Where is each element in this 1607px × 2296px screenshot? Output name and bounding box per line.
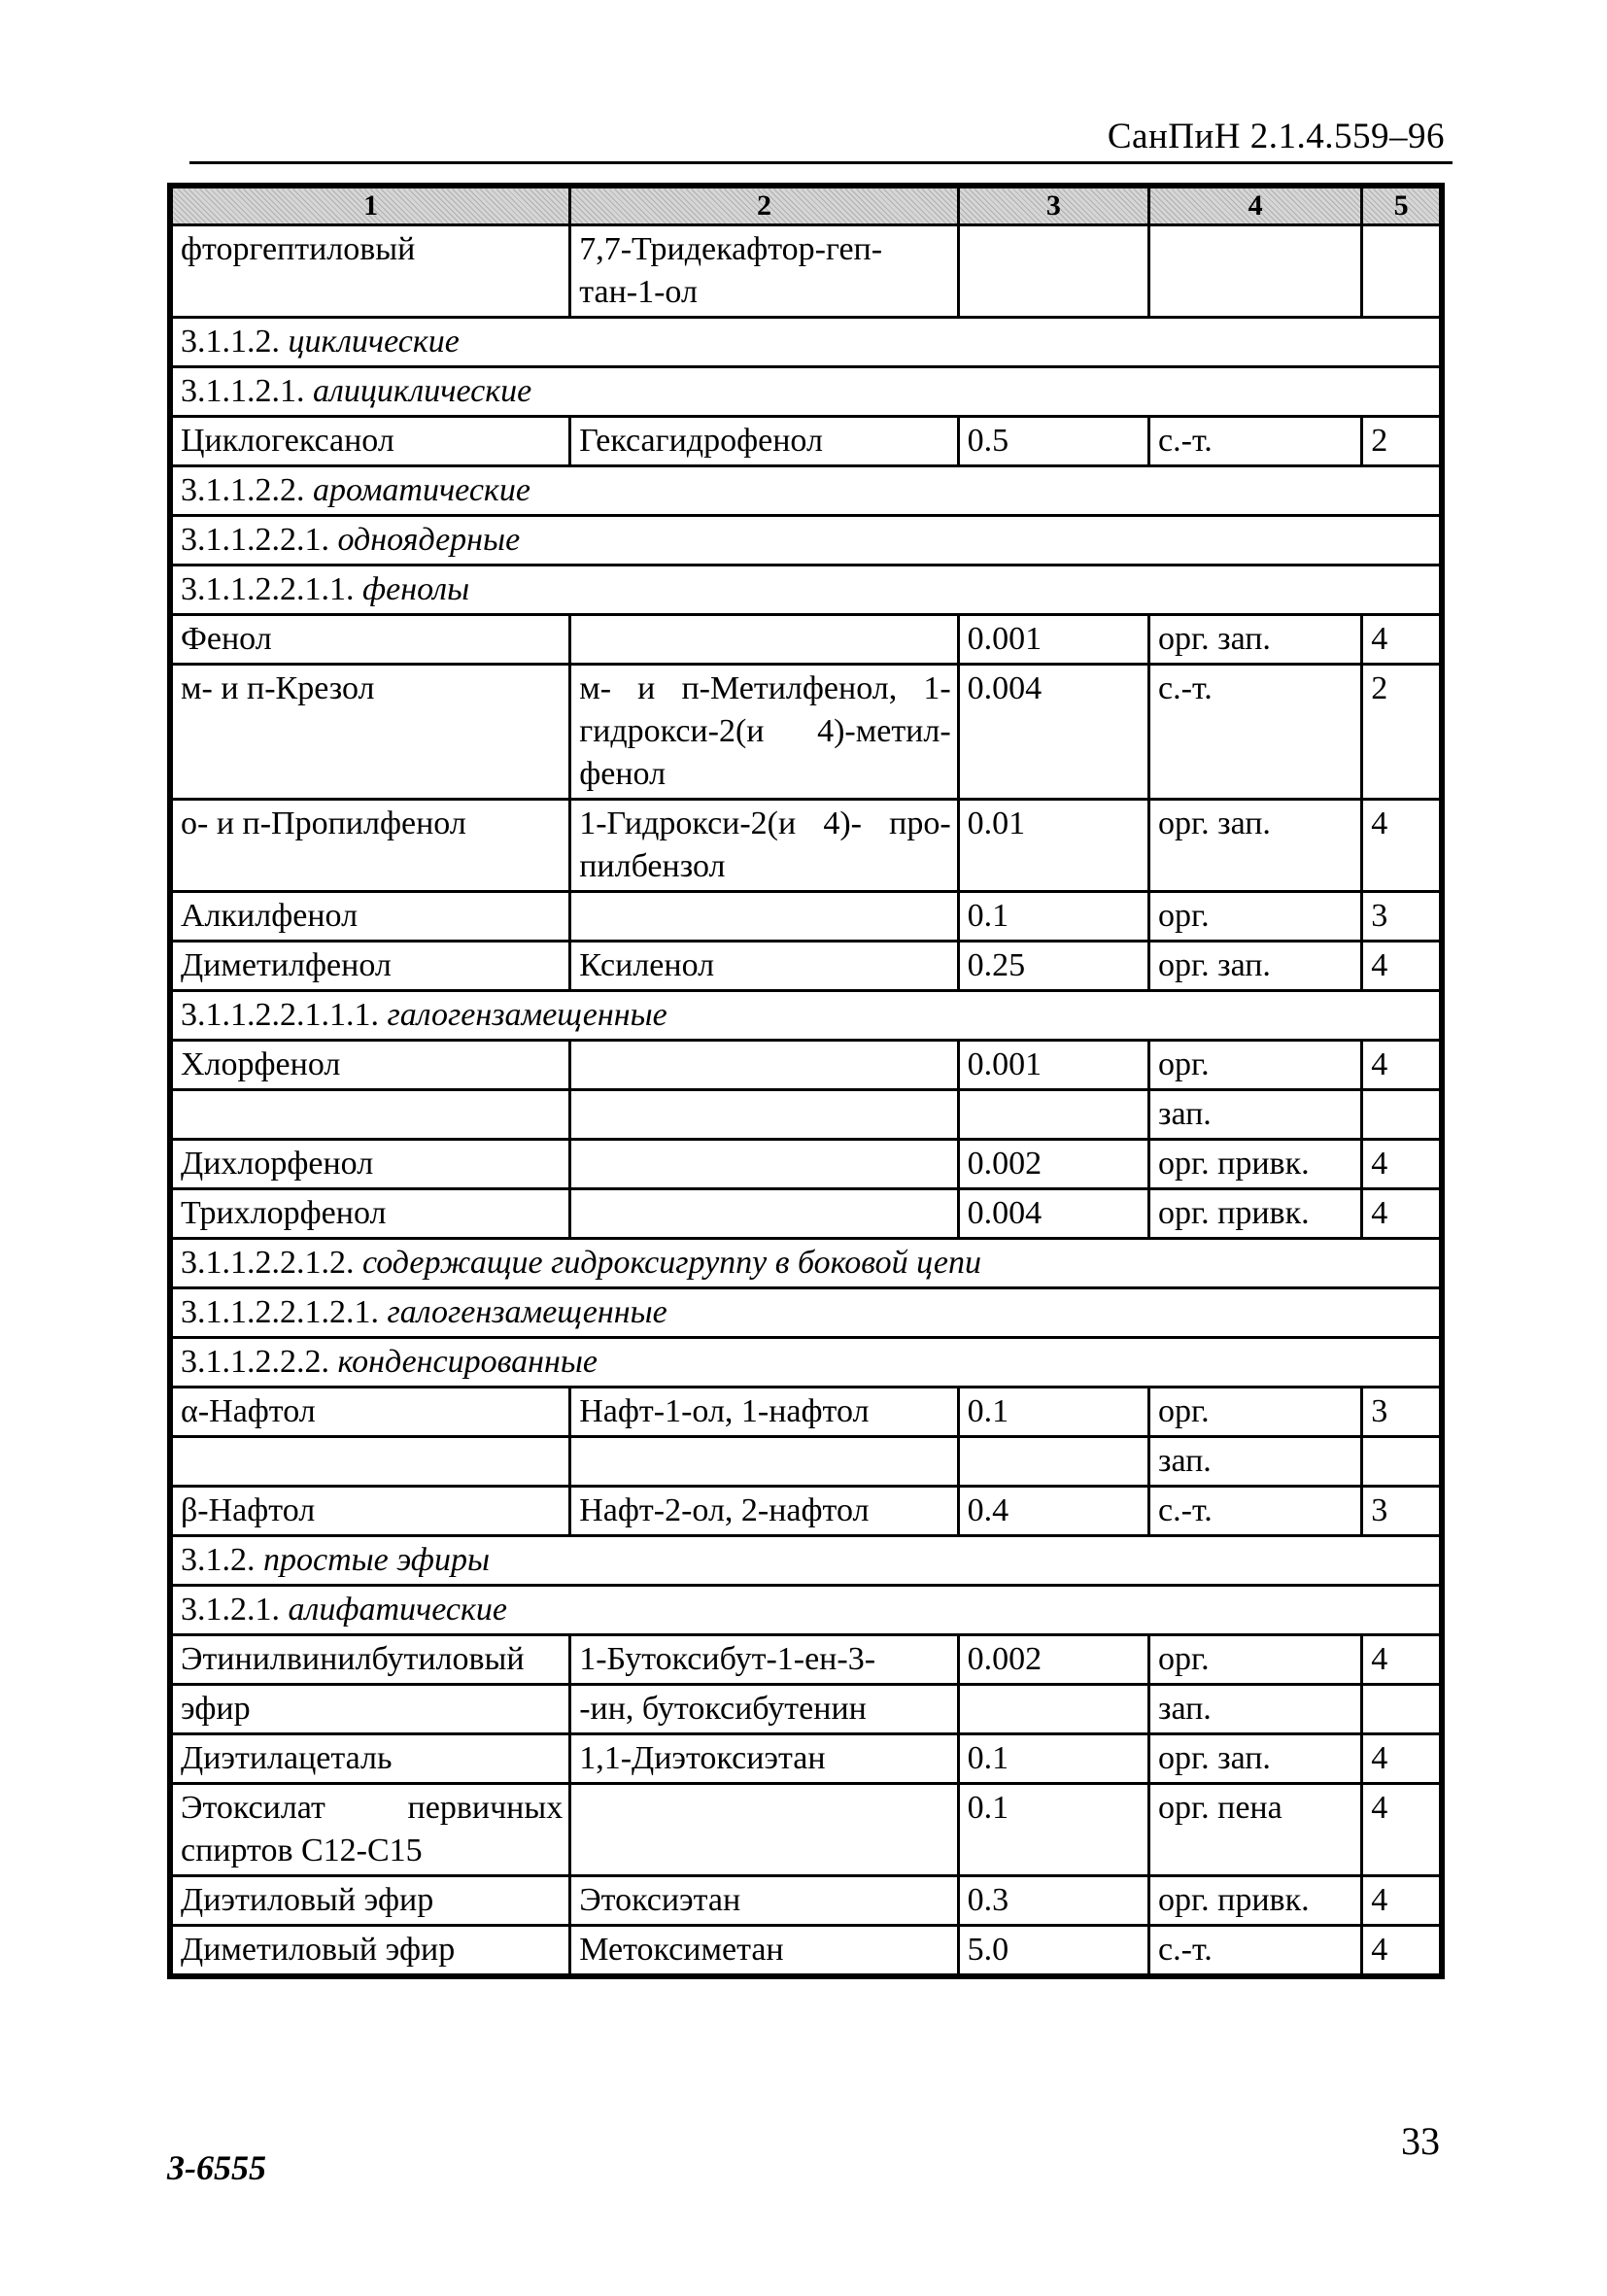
concentration-cell: 5.0 (958, 1926, 1148, 1975)
substance-name-cell: α-Нафтол (172, 1388, 570, 1437)
column-header: 3 (958, 188, 1148, 225)
hazard-indicator-cell: зап. (1149, 1437, 1362, 1487)
synonym-cell (570, 1437, 958, 1487)
concentration-cell (958, 225, 1148, 318)
synonym-cell: Гексагидрофенол (570, 417, 958, 466)
hazard-indicator-cell: орг. (1149, 1041, 1362, 1090)
hazard-indicator-cell: с.-т. (1149, 665, 1362, 800)
concentration-cell: 0.1 (958, 1734, 1148, 1784)
section-heading (172, 991, 1441, 1041)
section-name: конденсированные (337, 1344, 598, 1380)
hazard-indicator-cell: орг. привк. (1149, 1189, 1362, 1239)
section-name: одноядерные (337, 522, 521, 558)
hazard-indicator-cell: орг. привк. (1149, 1876, 1362, 1926)
section-name: галогензамещенные (387, 1294, 667, 1330)
substance-name-cell: Диэтиловый эфир (172, 1876, 570, 1926)
hygienic-standards-table (167, 183, 1445, 1979)
section-row (172, 991, 1441, 1041)
column-header: 2 (570, 188, 958, 225)
section-row (172, 1586, 1441, 1635)
substance-name-cell: о- и п-Пропилфенол (172, 800, 570, 892)
table-row (172, 615, 1441, 665)
hazard-class-cell (1362, 225, 1441, 318)
concentration-cell: 0.1 (958, 892, 1148, 942)
synonym-cell (570, 1189, 958, 1239)
hazard-indicator-cell: орг. (1149, 1388, 1362, 1437)
section-heading (172, 1586, 1441, 1635)
concentration-cell: 0.002 (958, 1635, 1148, 1685)
table-row (172, 1140, 1441, 1189)
substance-name-cell: Хлорфенол (172, 1041, 570, 1090)
section-code: 3.1.2.1. (181, 1592, 289, 1628)
column-header: 1 (172, 188, 570, 225)
hazard-class-cell: 4 (1362, 615, 1441, 665)
section-heading (172, 1288, 1441, 1338)
hazard-class-cell (1362, 1090, 1441, 1140)
hazard-indicator-cell: зап. (1149, 1685, 1362, 1734)
section-code: 3.1.2. (181, 1542, 263, 1578)
table-row (172, 1487, 1441, 1536)
section-row (172, 565, 1441, 615)
concentration-cell: 0.3 (958, 1876, 1148, 1926)
concentration-cell: 0.1 (958, 1784, 1148, 1876)
hazard-indicator-cell: с.-т. (1149, 1926, 1362, 1975)
section-row (172, 1536, 1441, 1586)
hazard-indicator-cell: орг. зап. (1149, 1734, 1362, 1784)
section-heading (172, 367, 1441, 417)
section-code: 3.1.1.2.2. (181, 472, 313, 508)
hazard-class-cell: 4 (1362, 1140, 1441, 1189)
page-number: 33 (1401, 2119, 1440, 2163)
section-name: алифатические (288, 1592, 507, 1628)
substance-name-cell: фторгептиловый (172, 225, 570, 318)
hazard-indicator-cell: с.-т. (1149, 1487, 1362, 1536)
table-row (172, 665, 1441, 800)
synonym-cell (570, 1041, 958, 1090)
concentration-cell: 0.1 (958, 1388, 1148, 1437)
hazard-class-cell: 4 (1362, 1041, 1441, 1090)
substance-name-cell: Диэтилацеталь (172, 1734, 570, 1784)
hazard-class-cell: 3 (1362, 892, 1441, 942)
section-heading (172, 466, 1441, 516)
substance-name-cell (172, 1437, 570, 1487)
synonym-cell (570, 1090, 958, 1140)
concentration-cell (958, 1685, 1148, 1734)
section-name: ароматические (313, 472, 530, 508)
table-row (172, 1926, 1441, 1975)
table-row (172, 1685, 1441, 1734)
concentration-cell: 0.5 (958, 417, 1148, 466)
hazard-class-cell: 3 (1362, 1388, 1441, 1437)
section-code: 3.1.1.2.2.1. (181, 522, 338, 558)
hazard-class-cell: 4 (1362, 1784, 1441, 1876)
section-heading (172, 1338, 1441, 1388)
hazard-indicator-cell: орг. (1149, 892, 1362, 942)
synonym-cell (570, 615, 958, 665)
section-heading (172, 516, 1441, 565)
synonym-cell: Этоксиэтан (570, 1876, 958, 1926)
hazard-indicator-cell: зап. (1149, 1090, 1362, 1140)
synonym-cell: Метоксиметан (570, 1926, 958, 1975)
table (170, 186, 1442, 1976)
substance-name-cell: м- и п-Крезол (172, 665, 570, 800)
document-title: СанПиН 2.1.4.559–96 (1107, 117, 1445, 156)
synonym-cell: 1,1-Диэтоксиэтан (570, 1734, 958, 1784)
concentration-cell: 0.004 (958, 665, 1148, 800)
concentration-cell: 0.002 (958, 1140, 1148, 1189)
concentration-cell: 0.4 (958, 1487, 1148, 1536)
section-row (172, 318, 1441, 367)
synonym-cell: 1-Бутоксибут-1-ен-3- (570, 1635, 958, 1685)
section-code: 3.1.1.2.2.2. (181, 1344, 338, 1380)
section-name: циклические (288, 324, 460, 360)
table-row (172, 1635, 1441, 1685)
substance-name-cell: Этинилвинилбутиловый (172, 1635, 570, 1685)
print-code: 3-6555 (167, 2148, 266, 2187)
table-row (172, 1189, 1441, 1239)
substance-name-cell: Алкилфенол (172, 892, 570, 942)
substance-name-cell: Этоксилат первичных спиртов C12-C15 (172, 1784, 570, 1876)
section-name: алициклические (313, 373, 532, 409)
synonym-cell: м- и п-Метилфенол, 1-гидрокси-2(и 4)-метил-фенол (570, 665, 958, 800)
substance-name-cell: Трихлорфенол (172, 1189, 570, 1239)
section-code: 3.1.1.2. (181, 324, 289, 360)
table-row (172, 225, 1441, 318)
table-row (172, 800, 1441, 892)
synonym-cell: Нафт-2-ол, 2-нафтол (570, 1487, 958, 1536)
substance-name-cell: Фенол (172, 615, 570, 665)
concentration-cell: 0.004 (958, 1189, 1148, 1239)
concentration-cell: 0.01 (958, 800, 1148, 892)
column-header: 4 (1149, 188, 1362, 225)
section-row (172, 1288, 1441, 1338)
substance-name-cell (172, 1090, 570, 1140)
hazard-indicator-cell: орг. зап. (1149, 615, 1362, 665)
table-row (172, 1876, 1441, 1926)
section-row (172, 516, 1441, 565)
hazard-class-cell: 4 (1362, 800, 1441, 892)
section-code: 3.1.1.2.2.1.1. (181, 571, 362, 607)
hazard-class-cell: 4 (1362, 1189, 1441, 1239)
substance-name-cell: Дихлорфенол (172, 1140, 570, 1189)
hazard-class-cell: 4 (1362, 1926, 1441, 1975)
table-row (172, 942, 1441, 991)
concentration-cell: 0.25 (958, 942, 1148, 991)
section-name: содержащие гидроксигруппу в боковой цепи (362, 1245, 982, 1281)
column-number-row (172, 188, 1441, 225)
section-code: 3.1.1.2.2.1.2. (181, 1245, 362, 1281)
table-row (172, 1734, 1441, 1784)
section-heading (172, 1239, 1441, 1288)
hazard-indicator-cell: орг. привк. (1149, 1140, 1362, 1189)
section-row (172, 1239, 1441, 1288)
section-code: 3.1.1.2.1. (181, 373, 313, 409)
substance-name-cell: Циклогексанол (172, 417, 570, 466)
section-row (172, 367, 1441, 417)
synonym-cell (570, 892, 958, 942)
concentration-cell: 0.001 (958, 615, 1148, 665)
hazard-indicator-cell: орг. зап. (1149, 800, 1362, 892)
hazard-indicator-cell: орг. (1149, 1635, 1362, 1685)
substance-name-cell: β-Нафтол (172, 1487, 570, 1536)
substance-name-cell: Диметилфенол (172, 942, 570, 991)
hazard-class-cell (1362, 1437, 1441, 1487)
synonym-cell: Ксиленол (570, 942, 958, 991)
hazard-class-cell: 4 (1362, 942, 1441, 991)
synonym-cell: 7,7-Тридекафтор-геп- тан-1-ол (570, 225, 958, 318)
hazard-indicator-cell (1149, 225, 1362, 318)
section-name: галогензамещенные (387, 997, 667, 1033)
substance-name-cell: эфир (172, 1685, 570, 1734)
concentration-cell: 0.001 (958, 1041, 1148, 1090)
synonym-cell: Нафт-1-ол, 1-нафтол (570, 1388, 958, 1437)
section-heading (172, 565, 1441, 615)
substance-name-cell: Диметиловый эфир (172, 1926, 570, 1975)
hazard-indicator-cell: орг. пена (1149, 1784, 1362, 1876)
section-code: 3.1.1.2.2.1.2.1. (181, 1294, 388, 1330)
table-row (172, 892, 1441, 942)
concentration-cell (958, 1437, 1148, 1487)
hazard-class-cell: 4 (1362, 1876, 1441, 1926)
hazard-class-cell: 4 (1362, 1734, 1441, 1784)
hazard-class-cell: 2 (1362, 665, 1441, 800)
section-heading (172, 1536, 1441, 1586)
section-name: простые эфиры (263, 1542, 490, 1578)
table-row (172, 1041, 1441, 1090)
synonym-cell (570, 1140, 958, 1189)
concentration-cell (958, 1090, 1148, 1140)
section-heading (172, 318, 1441, 367)
synonym-cell: 1-Гидрокси-2(и 4)- про-пилбензол (570, 800, 958, 892)
table-row (172, 1090, 1441, 1140)
running-header (189, 105, 1453, 164)
column-header: 5 (1362, 188, 1441, 225)
hazard-indicator-cell: с.-т. (1149, 417, 1362, 466)
section-code: 3.1.1.2.2.1.1.1. (181, 997, 388, 1033)
synonym-cell (570, 1784, 958, 1876)
section-name: фенолы (362, 571, 470, 607)
table-row (172, 1388, 1441, 1437)
hazard-class-cell: 4 (1362, 1635, 1441, 1685)
hazard-indicator-cell: орг. зап. (1149, 942, 1362, 991)
table-row (172, 1784, 1441, 1876)
hazard-class-cell (1362, 1685, 1441, 1734)
hazard-class-cell: 3 (1362, 1487, 1441, 1536)
table-body (172, 225, 1441, 1975)
section-row (172, 466, 1441, 516)
table-row (172, 1437, 1441, 1487)
table-row (172, 417, 1441, 466)
section-row (172, 1338, 1441, 1388)
hazard-class-cell: 2 (1362, 417, 1441, 466)
synonym-cell: -ин, бутоксибутенин (570, 1685, 958, 1734)
